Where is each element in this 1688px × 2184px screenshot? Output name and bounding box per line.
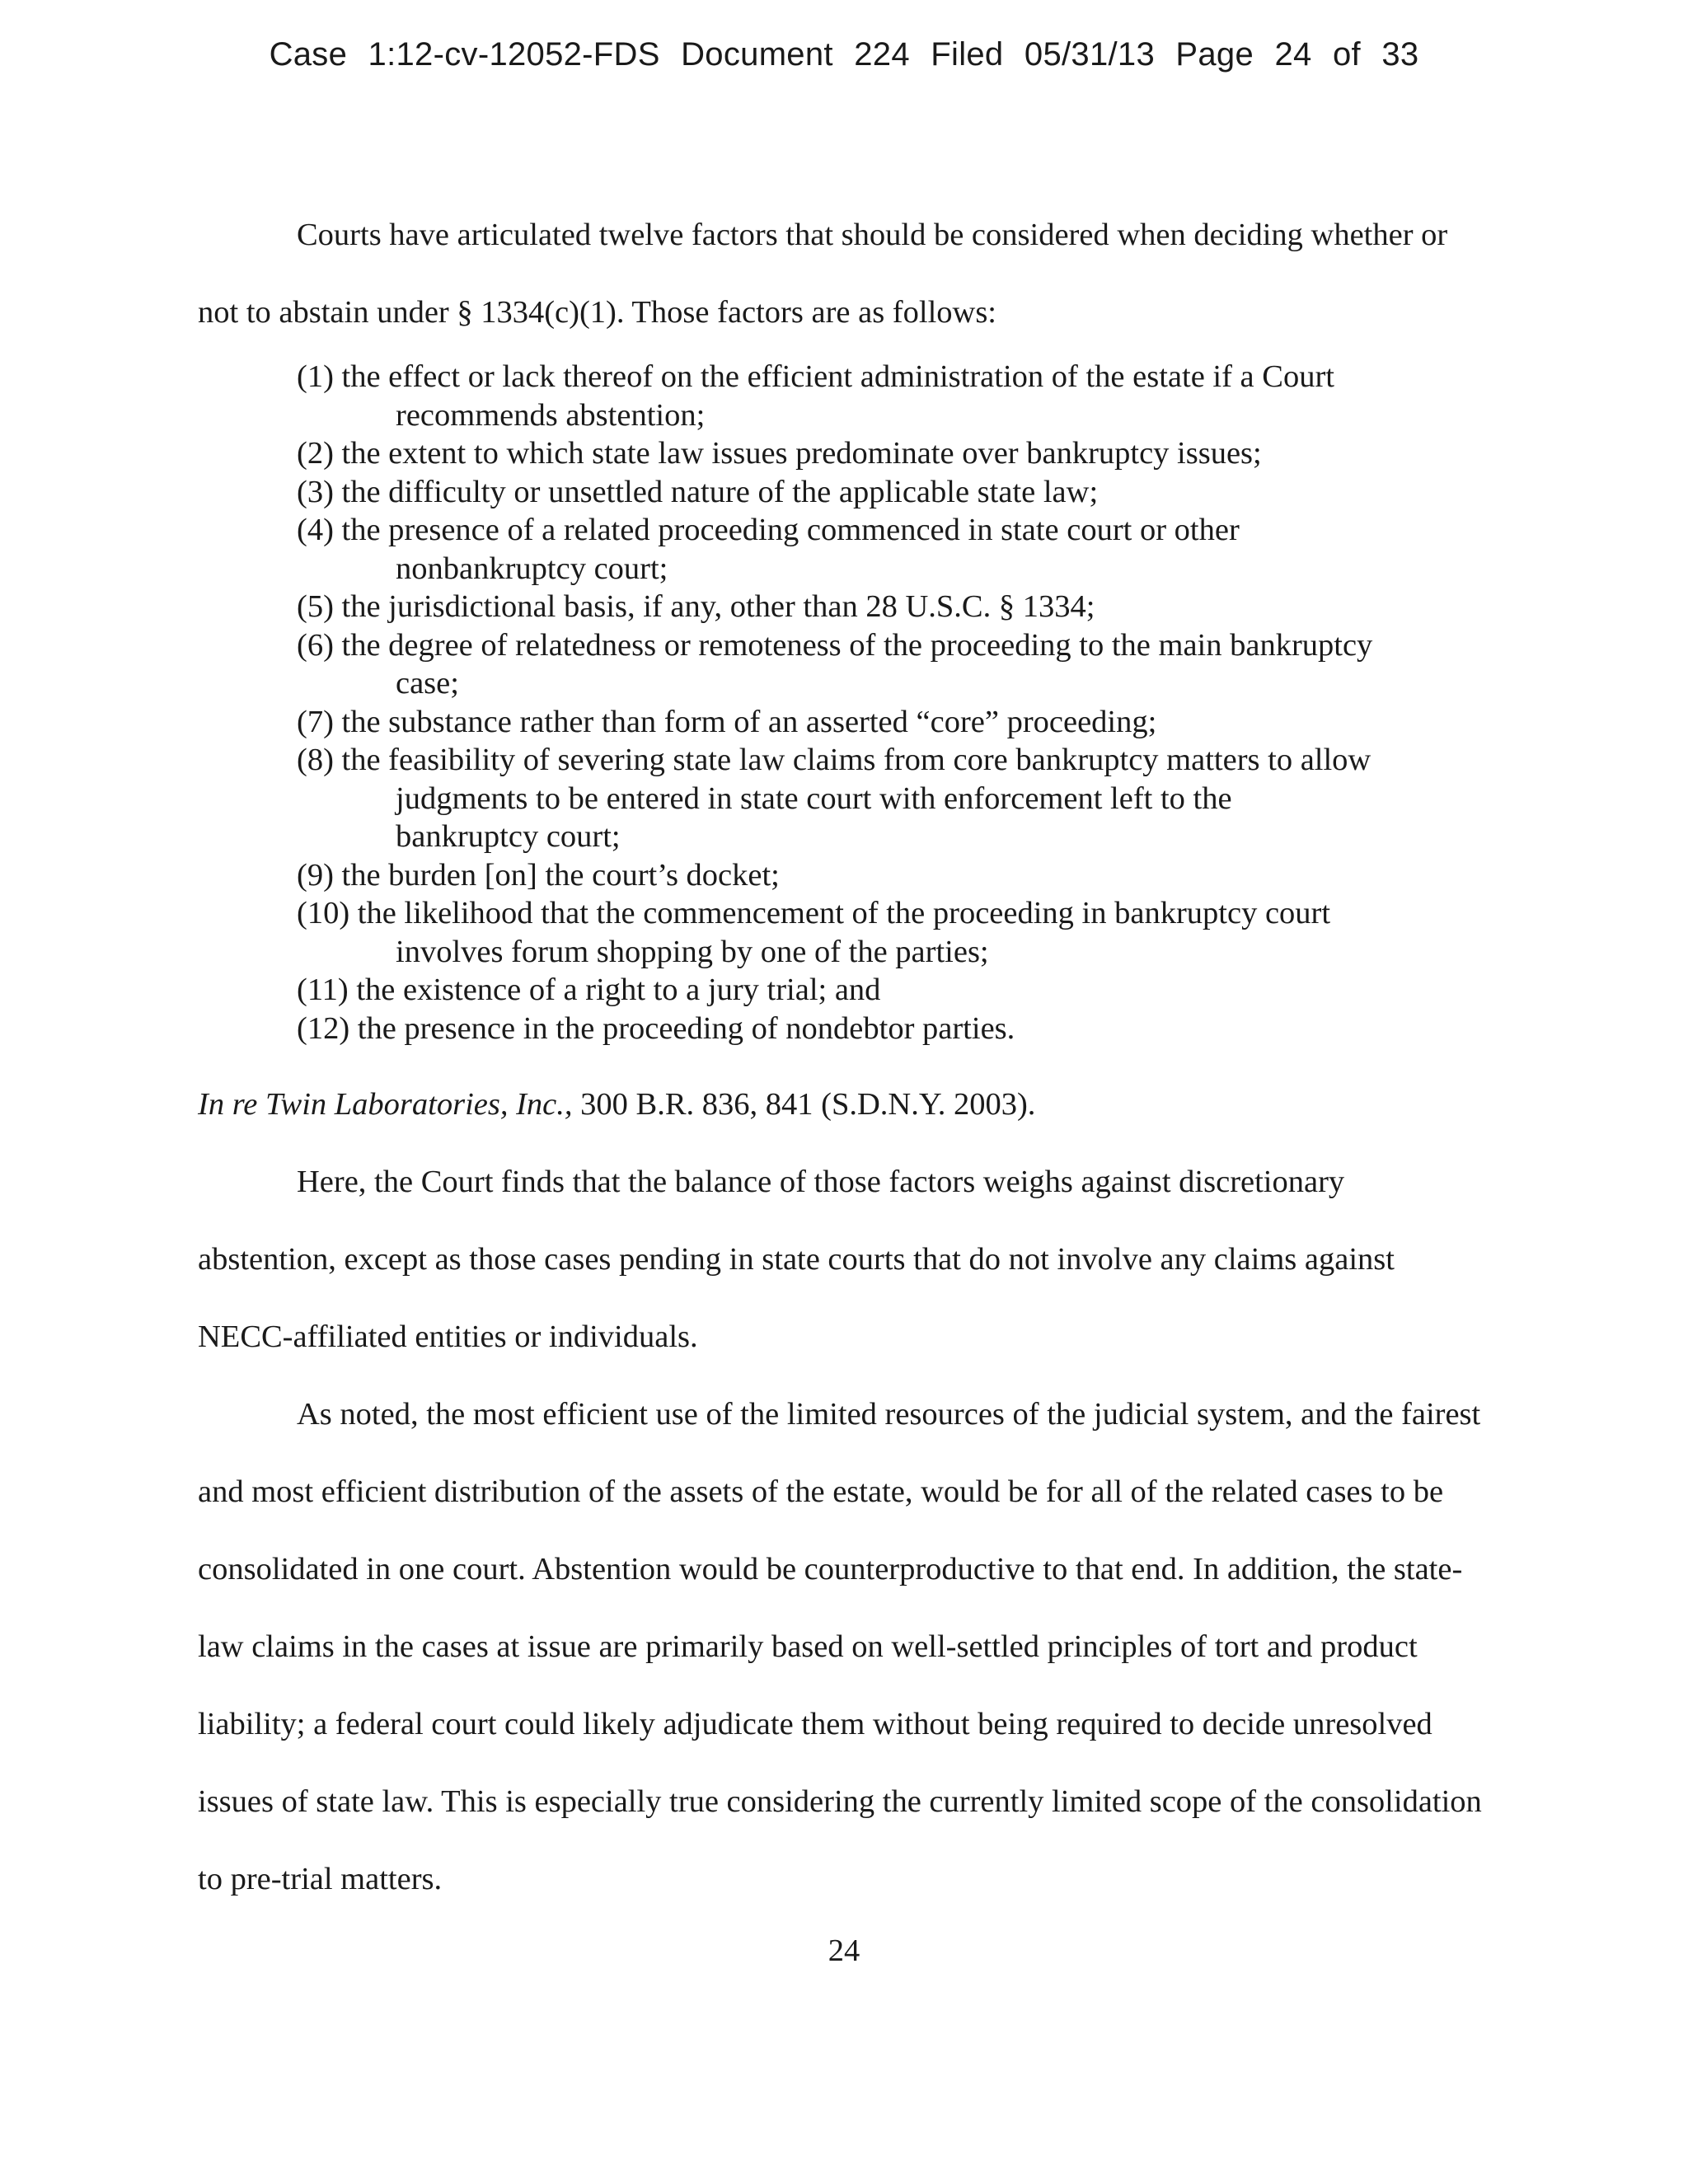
- factor-item: (6) the degree of relatedness or remoteness of the proceeding to the main bankruptcy case;: [297, 627, 1373, 701]
- factor-item: (10) the likelihood that the commencement of the proceeding in bankruptcy court involves forum shopping by one of the parties;: [297, 896, 1331, 969]
- factor-item: (9) the burden [on] the court’s docket;: [297, 857, 780, 893]
- factor-item: (2) the extent to which state law issues predominate over bankruptcy issues;: [297, 436, 1262, 471]
- factor-item: (7) the substance rather than form of an asserted “core” proceeding;: [297, 704, 1157, 739]
- factor-item: (11) the existence of a right to a jury trial; and: [297, 972, 881, 1007]
- body-paragraph: As noted, the most efficient use of the limited resources of the judicial system, and the fairest and most efficient distribution of the assets of the estate, would be for all of the related cases to be consolidated in one court. Abstention would be counterproductive to that end. In addition, the state-law claims in the cases at issue are primarily based on well-settled principles of tort and product liability; a federal court could likely adjudicate them without being required to decide unresolved issues of state law. This is especially true considering the currently limited scope of the consolidation to pre-trial matters.: [198, 1397, 1482, 1896]
- citation-case-name: In re Twin Laboratories, Inc.,: [198, 1087, 573, 1122]
- factor-item: (4) the presence of a related proceeding commenced in state court or other nonbankruptcy court;: [297, 513, 1240, 586]
- case-header: Case 1:12-cv-12052-FDS Document 224 Filed 05/31/13 Page 24 of 33: [269, 36, 1419, 73]
- factor-item: (3) the difficulty or unsettled nature of the applicable state law;: [297, 474, 1099, 509]
- factor-item: (5) the jurisdictional basis, if any, other than 28 U.S.C. § 1334;: [297, 589, 1095, 624]
- intro-paragraph: Courts have articulated twelve factors that should be considered when deciding whether or not to abstain under § 1334(c)(1). Those factors are as follows:: [198, 218, 1448, 330]
- document-body: [198, 196, 1484, 1918]
- citation-reporter: 300 B.R. 836, 841 (S.D.N.Y. 2003).: [572, 1087, 1036, 1122]
- factors-block-quote: [198, 358, 1484, 1047]
- factor-item: (12) the presence in the proceeding of nondebtor parties.: [297, 1010, 1015, 1046]
- factor-item: (1) the effect or lack thereof on the efficient administration of the estate if a Court recommends abstention;: [297, 359, 1334, 433]
- factor-item: (8) the feasibility of severing state law claims from core bankruptcy matters to allow judgments to be entered in state court with enforcement left to the bankruptcy court;: [297, 743, 1372, 854]
- case-citation: [198, 1066, 1484, 1143]
- body-paragraph: Here, the Court finds that the balance of those factors weighs against discretionary abstention, except as those cases pending in state courts that do not involve any claims against NECC-affiliated entities or individuals.: [198, 1165, 1395, 1354]
- page-number: 24: [828, 1933, 860, 1968]
